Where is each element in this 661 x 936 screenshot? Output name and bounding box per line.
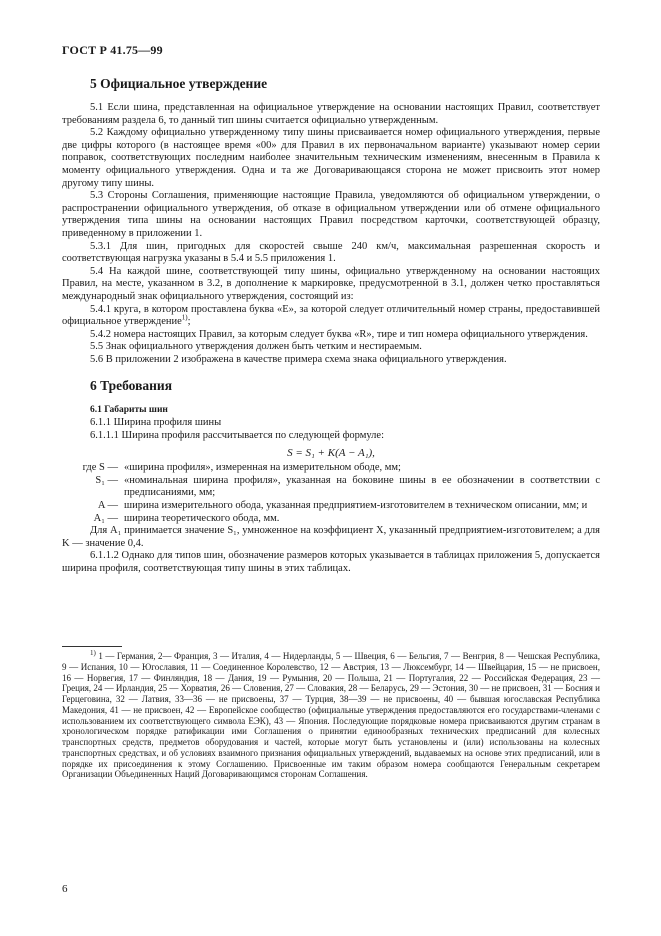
subsection-6-1-heading: 6.1 Габариты шин <box>90 405 168 416</box>
footnote-text: 1 — Германия, 2— Франция, 3 — Италия, 4 — Нидерланды, 5 — Швеция, 6 — Бельгия, 7 — Венгрия, 8 — Чешская Республика, 9 — Испания, 10 — Югославия, 11 — Соединенное Королевство, 12 — Австрия, 13 — Люксембург, 14 — Швейцария, 15 — не присвоен, 16 — Норвегия, 17 — Финляндия, 18 — Дания, 19 — Румыния, 20 — Польша, 21 — Португалия, 22 — Российская Федерация, 23 — Греция, 24 — Ирландия, 25 — Хорватия, 26 — Словения, 27 — Словакия, 28 — Беларусь, 29 — Эстония, 30 — не присвоен, 31 — Босния и Герцеговина, 32 — Латвия, 33—36 — не присвоены, 37 — Турция, 38—39 — не присвоены, 40 — бывшая югославская Республика Македония, 41 — не присвоен, 42 — Европейское сообщество (официальные утверждения предоставляются его государствами-членами с использованием их соответствующего символа ЕЭК), 43 — Япония. Последующие порядковые номера присваиваются другим странам в хронологическом порядке ратификации ими Соглашения о принятии единообразных технических предписаний для колесных транспортных средств, предметов оборудования и частей, которые могут быть установлены и (или) использованы на колесных транспортных средствах, и об условиях взаимного признания официальных утверждений, выдаваемых на основе этих предписаний, или в порядке их присоединения к этому Соглашению. Присвоенные им таким образом номера сообщаются Генеральным секретарем Организации Объединенных Наций Договаривающимся сторонам Соглашения. <box>62 651 600 780</box>
paragraph-5-4-1 <box>62 304 600 329</box>
page-number: 6 <box>62 883 68 895</box>
paragraph-5-4-2: 5.4.2 номера настоящих Правил, за которым следует буква «R», тире и тип номера официального утверждения. <box>90 328 588 340</box>
paragraph-a1-note: Для A₁ принимается значение S₁, умноженное на коэффициент X, указанный предприятием-изготовителем; а для K — значение 0,4. <box>62 525 600 549</box>
page-content <box>62 76 600 576</box>
definition-symbol: где S — <box>82 462 118 474</box>
definition-text: «номинальная ширина профиля», указанная на боковине шины в ее обозначении в соответствии с предписаниями, мм; <box>124 474 600 499</box>
section-5-heading: 5 Официальное утверждение <box>90 76 268 91</box>
definition-symbol: S₁ — <box>95 474 118 486</box>
footnote <box>62 651 600 780</box>
paragraph-5-1: 5.1 Если шина, представленная на официальное утверждение на основании настоящих Правил, соответствует требованиям раздела 6, то данный тип шины считается официально утвержденным. <box>62 102 600 126</box>
definition-text: ширина теоретического обода, мм. <box>124 512 280 524</box>
definition-symbol: A₁ — <box>93 512 118 524</box>
section-6-heading: 6 Требования <box>90 378 173 394</box>
document-header: ГОСТ Р 41.75—99 <box>62 43 163 57</box>
paragraph-5-3-1: 5.3.1 Для шин, пригодных для скоростей свыше 240 км/ч, максимальная разрешенная скорость и соответствующая нагрузка указаны в 5.4 и 5.5 приложения 1. <box>62 240 600 265</box>
paragraph-5-4-1-end: ; <box>187 316 191 328</box>
paragraph-5-2: 5.2 Каждому официально утвержденному типу шины присваивается номер официального утверждения, первые две цифры которого (в настоящее время «00» для Правил в их первоначальном варианте) указывают номер серии поправок, соответствующих последним наиболее значительным техническим изменениям, внесенным в Правила к моменту официального утверждения. Одна и та же Договаривающаяся сторона не может присвоить этот номер другому типу шины. <box>62 127 600 189</box>
paragraph-5-3: 5.3 Стороны Соглашения, применяющие настоящие Правила, уведомляются об официальном утверждении, о распространении официального утверждения, об отказе в официальном утверждении или об отмене официального утверждения типа шины на основании настоящих Правил посредством карточки, соответствующей образцу, приведенному в приложении 1. <box>62 190 600 239</box>
paragraph-5-4: 5.4 На каждой шине, соответствующей типу шины, официально утвержденному на основании настоящих Правил, на месте, указанном в 3.2, в дополнение к маркировке, предусмотренной в 3.1, должен четко проставляться международный знак официального утверждения, состоящий из: <box>62 265 600 302</box>
definition-text: ширина измерительного обода, указанная предприятием-изготовителем в техническом описании, мм; и <box>124 500 588 512</box>
paragraph-6-1-1-2: 6.1.1.2 Однако для типов шин, обозначение размеров которых указывается в таблицах приложения 5, допускается ширина профиля, соответствующая типу шины в этих таблицах. <box>62 550 600 574</box>
width-formula: S = S₁ + K(A − A₁), <box>287 447 375 460</box>
footnote-ref-mark: 1) <box>181 313 188 322</box>
paragraph-6-1-1: 6.1.1 Ширина профиля шины <box>90 417 222 429</box>
formula-definitions <box>62 462 600 525</box>
paragraph-5-6: 5.6 В приложении 2 изображена в качестве примера схема знака официального утверждения. <box>90 353 507 365</box>
paragraph-6-1-1-1: 6.1.1.1 Ширина профиля рассчитывается по следующей формуле: <box>90 429 384 441</box>
footnote-divider <box>62 646 122 647</box>
footnote-mark: 1) <box>90 649 96 657</box>
paragraph-5-4-1-text: 5.4.1 круга, в котором проставлена буква «E», за которой следует отличительный номер страны, предоставившей официальное утверждение <box>62 303 600 328</box>
definition-symbol: A — <box>97 500 118 512</box>
definition-text: «ширина профиля», измеренная на измерительном ободе, мм; <box>124 462 401 474</box>
paragraph-5-5: 5.5 Знак официального утверждения должен быть четким и нестираемым. <box>90 341 422 353</box>
